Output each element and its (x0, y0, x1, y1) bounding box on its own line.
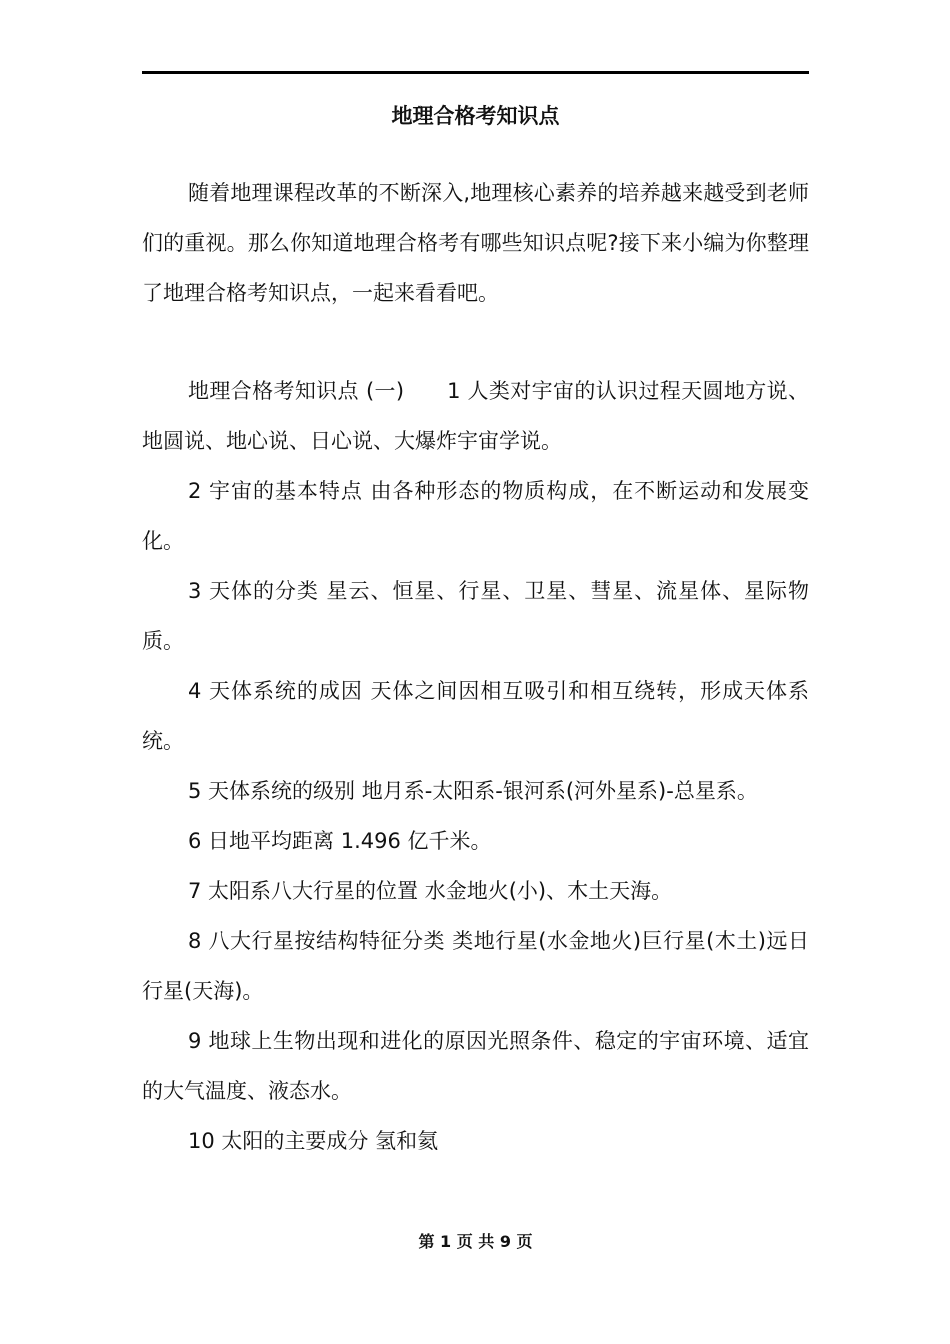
list-item: 6 日地平均距离 1.496 亿千米。 (188, 829, 492, 853)
page-number: 第 1 页 共 9 页 (418, 1232, 533, 1251)
intro-paragraph: 随着地理课程改革的不断深入,地理核心素养的培养越来越受到老师们的重视。那么你知道地理合格考有哪些知识点呢?接下来小编为你整理了地理合格考知识点，一起来看看吧。 (142, 181, 809, 305)
list-item: 3 天体的分类 星云、恒星、行星、卫星、彗星、流星体、星际物质。 (142, 579, 809, 653)
list-item: 2 宇宙的基本特点 由各种形态的物质构成，在不断运动和发展变化。 (142, 479, 809, 553)
list-item: 4 天体系统的成因 天体之间因相互吸引和相互绕转，形成天体系统。 (142, 679, 809, 753)
header-rule (142, 71, 809, 74)
document-title: 地理合格考知识点 (391, 104, 560, 128)
list-item: 10 太阳的主要成分 氢和氦 (188, 1129, 439, 1153)
list-item: 9 地球上生物出现和进化的原因光照条件、稳定的宇宙环境、适宜的大气温度、液态水。 (142, 1029, 809, 1103)
list-item: 7 太阳系八大行星的位置 水金地火(小)、木土天海。 (188, 879, 673, 903)
list-item: 地理合格考知识点 (一) 1 人类对宇宙的认识过程天圆地方说、地圆说、地心说、日心说、大爆炸宇宙学说。 (142, 379, 809, 453)
list-item: 5 天体系统的级别 地月系-太阳系-银河系(河外星系)-总星系。 (188, 779, 758, 803)
list-item: 8 八大行星按结构特征分类 类地行星(水金地火)巨行星(木土)远日行星(天海)。 (142, 929, 809, 1003)
